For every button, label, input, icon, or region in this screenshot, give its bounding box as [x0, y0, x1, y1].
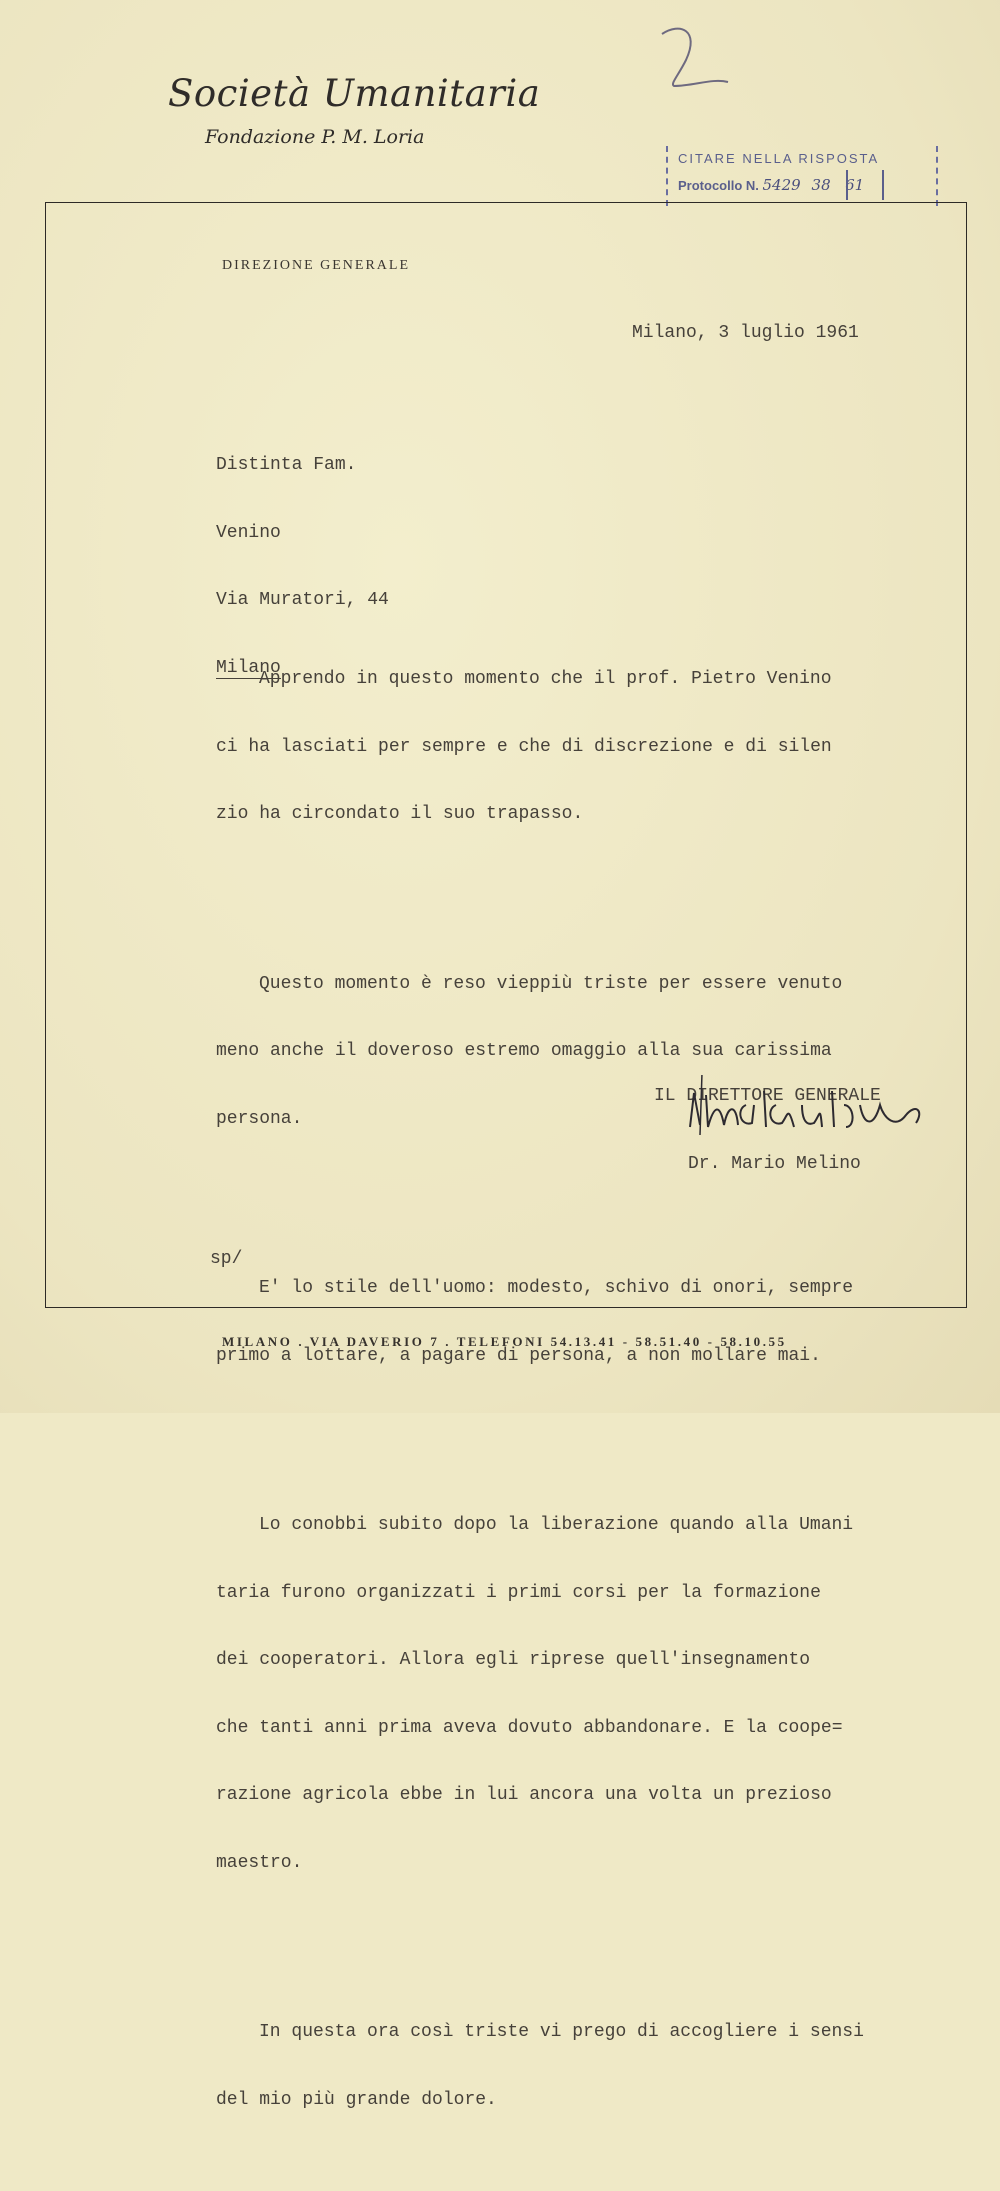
- stamp-protocol-number: 5429: [762, 176, 801, 194]
- body-line: Apprendo in questo momento che il prof. Pietro Venino: [259, 669, 832, 689]
- body-line: del mio più grande dolore.: [216, 2089, 497, 2110]
- body-line: taria furono organizzati i primi corsi per la formazione: [216, 1582, 821, 1603]
- body-line: persona.: [216, 1108, 303, 1129]
- signatory-title: IL DIRETTORE GENERALE: [654, 1086, 881, 1106]
- recipient-line: Distinta Fam.: [216, 455, 357, 475]
- handwritten-signature: [684, 1075, 954, 1145]
- body-paragraph: [216, 1976, 956, 2156]
- body-line: meno anche il doveroso estremo omaggio alla sua carissima: [216, 1041, 832, 1061]
- stamp-protocol-label: Protocollo N.: [678, 178, 759, 193]
- body-line: ci ha lasciati per sempre e che di discrezione e di silen: [216, 736, 832, 757]
- recipient-city: Milano: [216, 657, 281, 678]
- stamp-divider: [846, 170, 848, 200]
- letter-body: [216, 578, 956, 2191]
- signatory-name: Dr. Mario Melino: [688, 1153, 861, 1174]
- body-line: maestro.: [216, 1852, 303, 1873]
- body-paragraph: [216, 1469, 956, 1919]
- body-line: primo a lottare, a pagare di persona, a non mollare mai.: [216, 1345, 821, 1366]
- body-line: che tanti anni prima aveva dovuto abbandonare. E la coope=: [216, 1717, 843, 1738]
- letterhead-footer: MILANO . VIA DAVERIO 7 . TELEFONI 54.13.41 - 58.51.40 - 58.10.55: [222, 1334, 787, 1349]
- body-paragraph: [216, 623, 956, 871]
- typist-initials: sp/: [210, 1249, 243, 1269]
- body-line: dei cooperatori. Allora egli riprese quell'insegnamento: [216, 1650, 811, 1670]
- stamp-protocol-row: [678, 176, 864, 194]
- stamp-divider: [882, 170, 884, 200]
- body-line: razione agricola ebbe in lui ancora una volta un prezioso: [216, 1785, 832, 1805]
- handwritten-number-mark: [650, 20, 740, 100]
- recipient-line: Via Muratori, 44: [216, 590, 389, 610]
- department-heading: DIREZIONE GENERALE: [222, 258, 411, 273]
- protocol-stamp: [666, 146, 938, 206]
- stamp-protocol-year: 61: [845, 176, 865, 194]
- body-line: Lo conobbi subito dopo la liberazione quando alla Umani: [259, 1515, 854, 1535]
- body-line: Questo momento è reso vieppiù triste per essere venuto: [259, 973, 843, 994]
- letterhead-foundation: Fondazione P. M. Loria: [205, 126, 425, 148]
- body-line: In questa ora così triste vi prego di accogliere i sensi: [259, 2022, 864, 2042]
- recipient-line: Venino: [216, 522, 281, 543]
- body-paragraph: [216, 1232, 956, 1412]
- stamp-protocol-part2: 38: [811, 176, 831, 194]
- stamp-heading: CITARE NELLA RISPOSTA: [678, 151, 880, 166]
- letterhead-organization: Società Umanitaria: [168, 72, 541, 115]
- body-line: E' lo stile dell'uomo: modesto, schivo di onori, sempre: [259, 1278, 854, 1298]
- date-line: Milano, 3 luglio 1961: [632, 323, 859, 343]
- body-line: zio ha circondato il suo trapasso.: [216, 804, 584, 824]
